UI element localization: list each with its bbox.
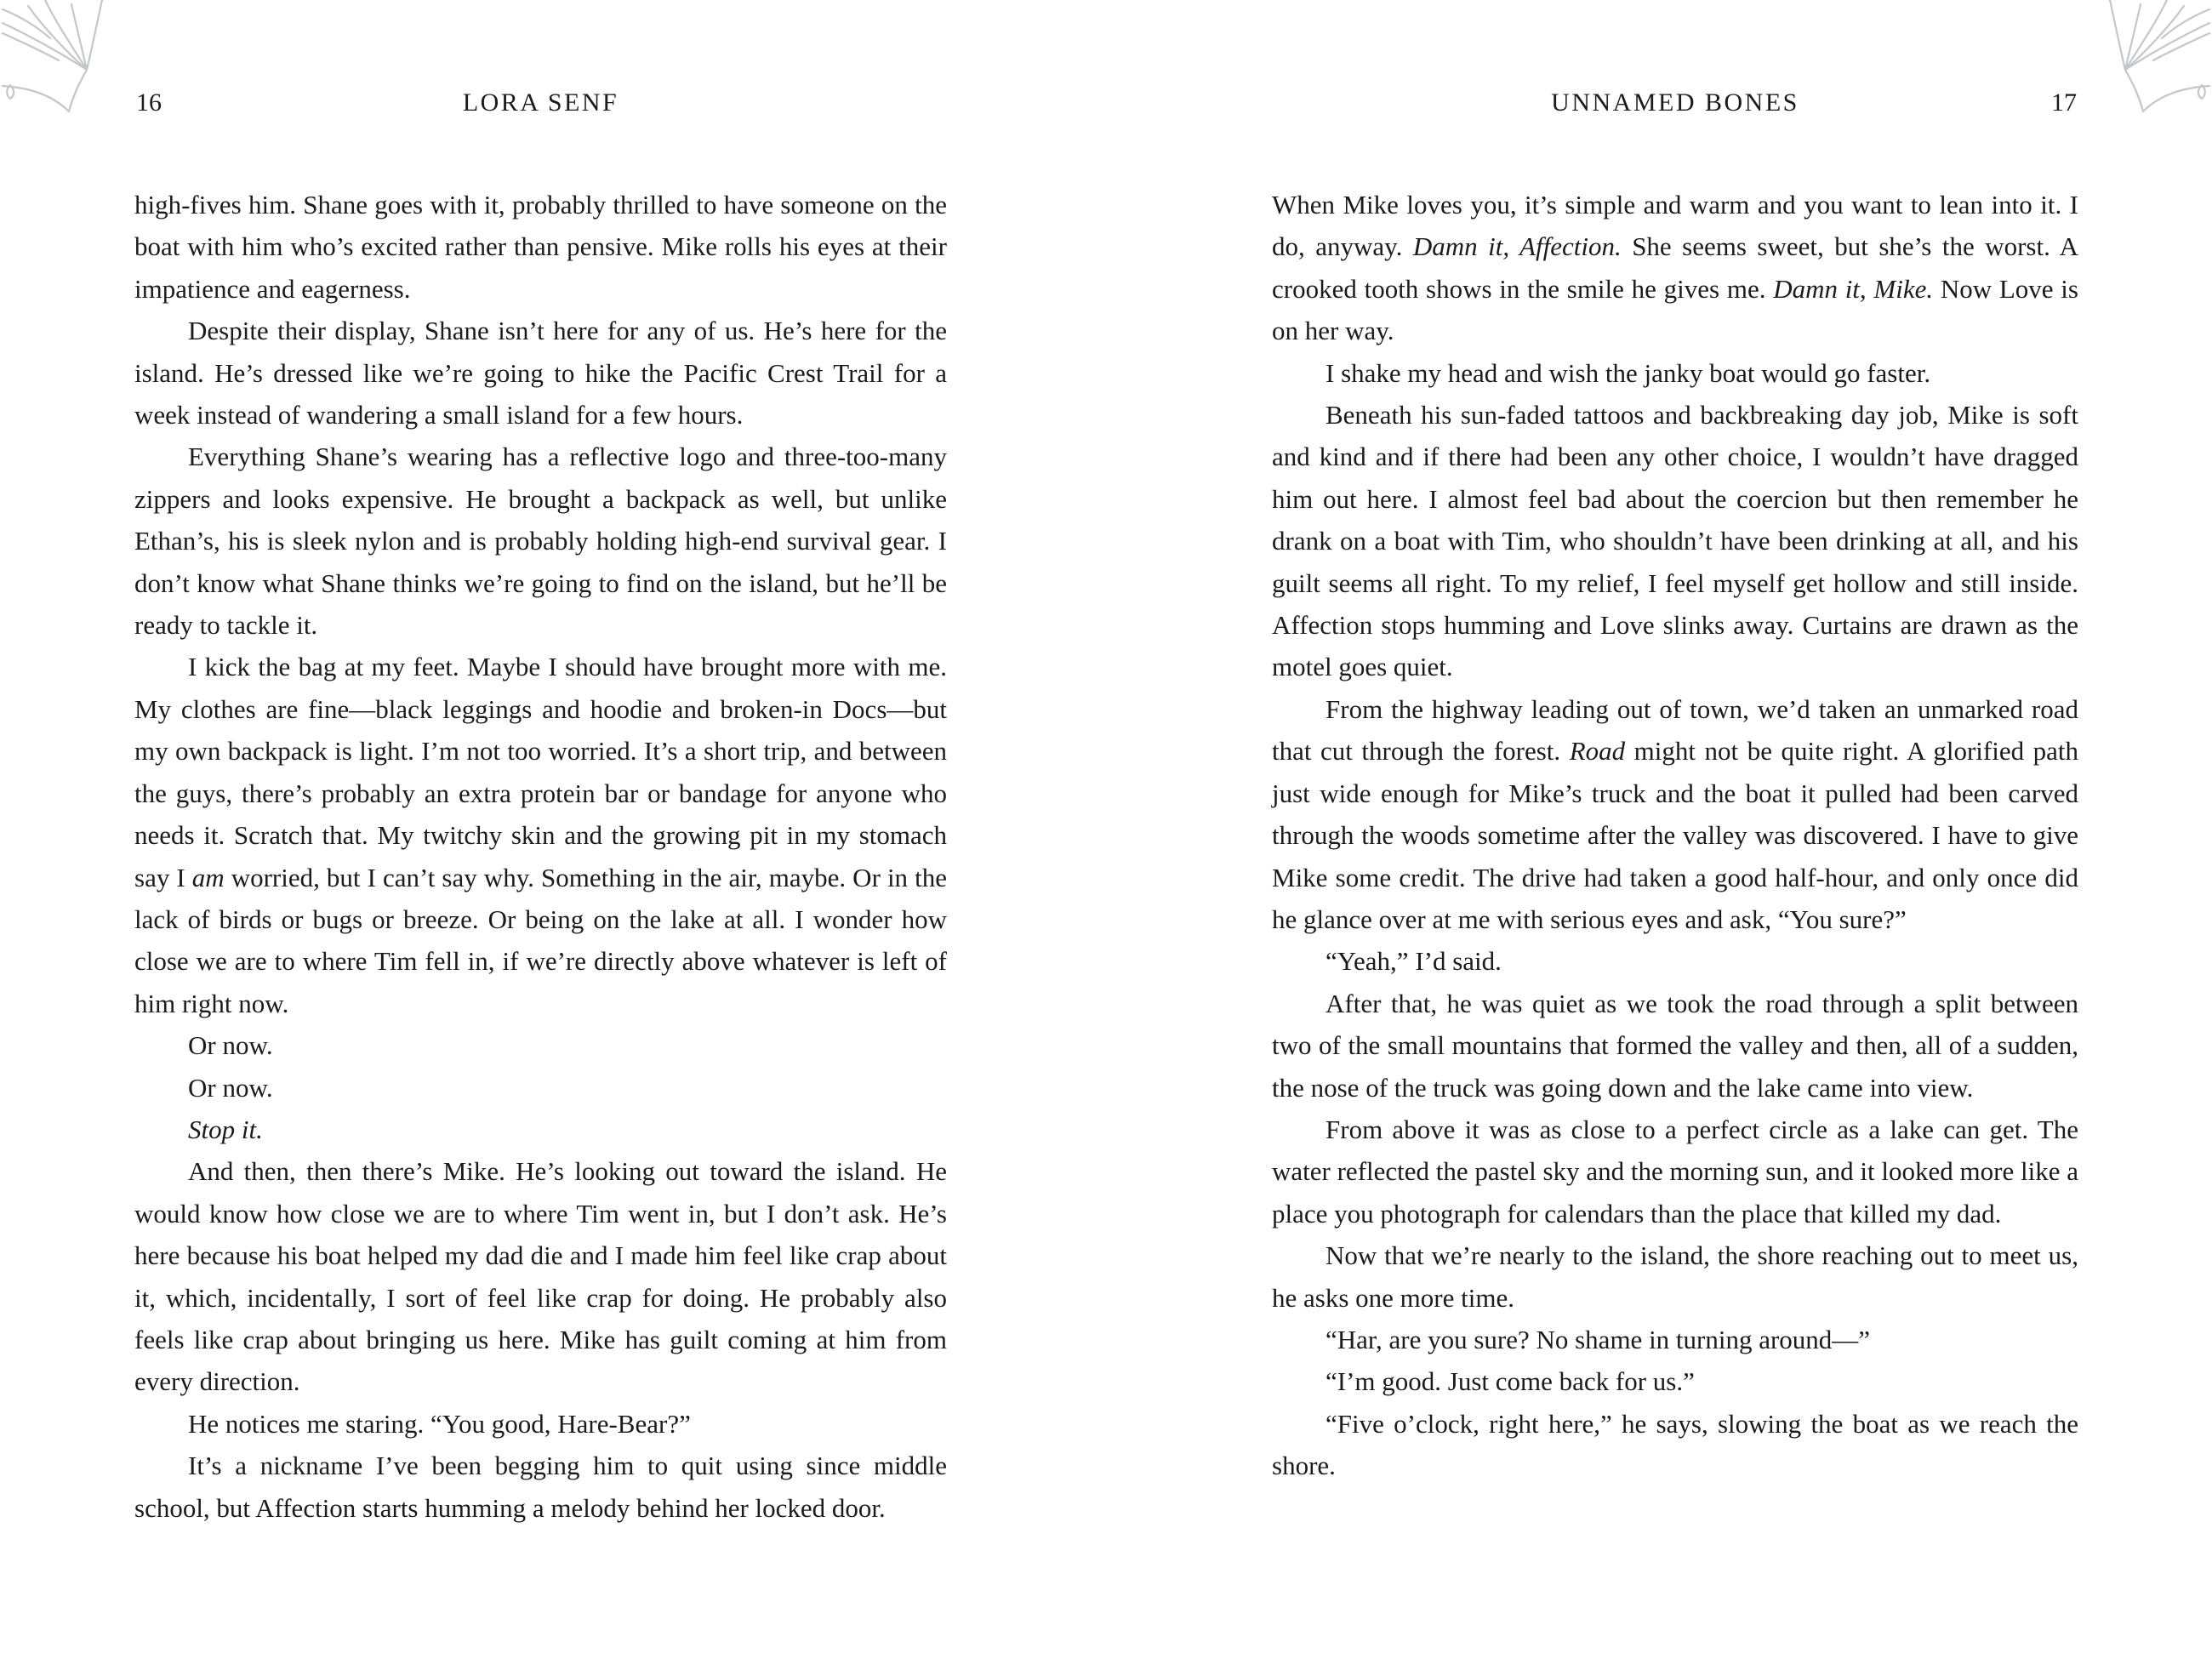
paragraph: When Mike loves you, it’s simple and warm and you want to lean into it. I do, anyway. Damn it, Affection. She seems sweet, but she’s the worst. A crooked tooth shows in the smile he gives me. Damn it, Mike. Now Love is on her way. (1272, 190, 2078, 346)
right-page-body (1272, 184, 2078, 1487)
paragraph: Everything Shane’s wearing has a reflective logo and three-too-many zippers and looks expensive. He brought a backpack as well, but unlike Ethan’s, his is sleek nylon and is probably holding high-end survival gear. I don’t know what Shane thinks we’re going to find on the island, but he’ll be ready to tackle it. (134, 442, 947, 641)
paragraph: “Yeah,” I’d said. (1325, 946, 1502, 977)
paragraph: “Five o’clock, right here,” he says, slowing the boat as we reach the shore. (1272, 1408, 2078, 1481)
page-number-left: 16 (136, 88, 162, 117)
paragraph: Despite their display, Shane isn’t here for any of us. He’s here for the island. He’s dressed like we’re going to hike the Pacific Crest Trail for a week instead of wandering a small island for a few hours. (134, 316, 947, 430)
page-header-left (134, 86, 947, 120)
page-left (134, 0, 947, 1659)
running-header-title: UNNAMED BONES (1551, 88, 1799, 117)
paragraph: Or now. (188, 1072, 273, 1103)
paragraph: Beneath his sun-faded tattoos and backbreaking day job, Mike is soft and kind and if there had been any other choice, I wouldn’t have dragged him out here. I almost feel bad about the coercion but then remember he drank on a boat with Tim, who shouldn’t have been drinking at all, and his guilt seems all right. To my relief, I feel myself get hollow and still inside. Affection stops humming and Love slinks away. Curtains are drawn as the motel goes quiet. (1272, 400, 2078, 682)
paragraph: After that, he was quiet as we took the road through a split between two of the small mountains that formed the valley and then, all of a sudden, the nose of the truck was going down and the lake came into view. (1272, 988, 2078, 1103)
paragraph: From the highway leading out of town, we’d taken an unmarked road that cut through the forest. Road might not be quite right. A glorified path just wide enough for Mike’s truck and the boat it pulled had been carved through the woods sometime after the valley was discovered. I have to give Mike some credit. The drive had taken a good half-hour, and only once did he glance over at me with serious eyes and ask, “You sure?” (1272, 693, 2078, 934)
paragraph: I shake my head and wish the janky boat would go faster. (1325, 357, 1931, 388)
bat-wing-ornament-right (2105, 0, 2212, 119)
paragraph: Or now. (188, 1030, 273, 1061)
bat-wing-ornament-left (0, 0, 107, 119)
page-number-right: 17 (2051, 88, 2077, 117)
paragraph: And then, then there’s Mike. He’s looking out toward the island. He would know how close we are to where Tim went in, but I don’t ask. He’s here because his boat helped my dad die and I made him feel like crap about it, which, incidentally, I sort of feel like crap for doing. He probably also feels like crap about bringing us here. Mike has guilt coming at him from every direction. (134, 1156, 947, 1397)
paragraph: Stop it. (188, 1114, 263, 1144)
paragraph: “Har, are you sure? No shame in turning around—” (1325, 1324, 1871, 1354)
paragraph: From above it was as close to a perfect circle as a lake can get. The water reflected the pastel sky and the morning sun, and it looked more like a place you photograph for calendars than the place that killed my dad. (1272, 1114, 2078, 1229)
left-page-body (134, 184, 947, 1529)
paragraph: He notices me staring. “You good, Hare-Bear?” (188, 1408, 691, 1439)
paragraph: Now that we’re nearly to the island, the shore reaching out to meet us, he asks one more time. (1272, 1240, 2078, 1313)
paragraph: high-fives him. Shane goes with it, probably thrilled to have someone on the boat with him who’s excited rather than pensive. Mike rolls his eyes at their impatience and eagerness. (134, 190, 947, 304)
page-right (1272, 0, 2078, 1659)
paragraph: It’s a nickname I’ve been begging him to quit using since middle school, but Affection starts humming a melody behind her locked door. (134, 1451, 947, 1523)
paragraph: I kick the bag at my feet. Maybe I should have brought more with me. My clothes are fine—black leggings and hoodie and broken-in Docs—but my own backpack is light. I’m not too worried. It’s a short trip, and between the guys, there’s probably an extra protein bar or bandage for anyone who needs it. Scratch that. My twitchy skin and the growing pit in my stomach say I am worried, but I can’t say why. Something in the air, maybe. Or in the lack of birds or bugs or breeze. Or being on the lake at all. I wonder how close we are to where Tim fell in, if we’re directly above whatever is left of him right now. (134, 652, 947, 1018)
paragraph: “I’m good. Just come back for us.” (1325, 1366, 1695, 1397)
running-header-author: LORA SENF (462, 88, 619, 117)
page-header-right (1272, 86, 2078, 120)
